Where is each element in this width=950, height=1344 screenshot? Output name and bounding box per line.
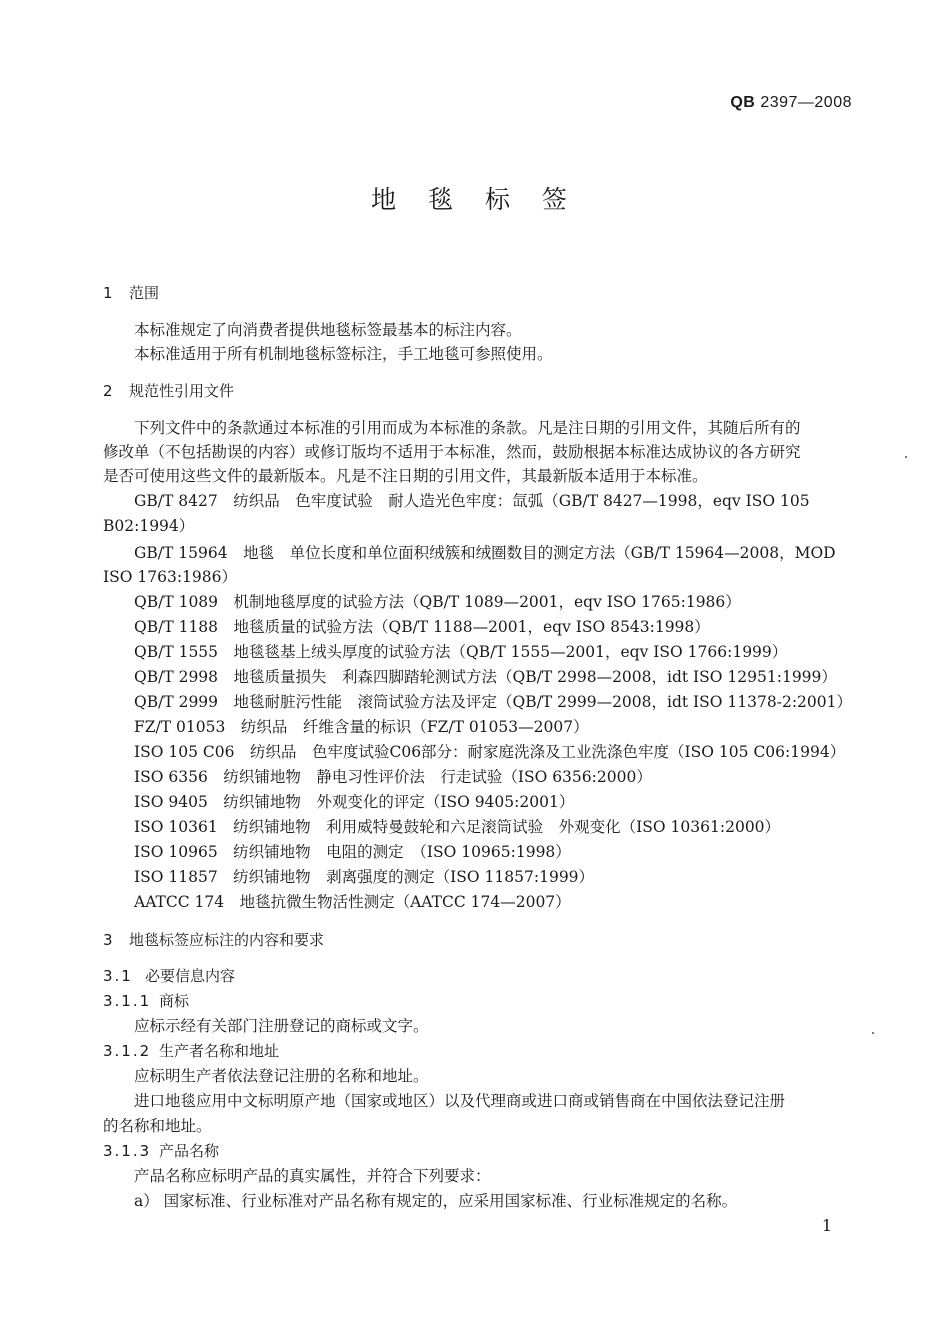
section-title: 商标 xyxy=(159,992,190,1010)
standard-code-number: 2397—2008 xyxy=(760,94,852,111)
document-title: 地 毯 标 签 xyxy=(371,185,579,214)
paragraph: 进口地毯应用中文标明原产地（国家或地区）以及代理商或进口商或销售商在中国依法登记注册 xyxy=(134,1092,786,1110)
section-number: 3.1.1 xyxy=(103,992,152,1010)
scan-speck xyxy=(905,456,907,458)
section-number: 3.1.2 xyxy=(103,1042,152,1060)
section-3-1-3-heading xyxy=(103,1140,219,1162)
list-item: a） 国家标准、行业标准对产品名称有规定的，应采用国家标准、行业标准规定的名称。 xyxy=(134,1192,738,1210)
reference-item: QB/T 1188 地毯质量的试验方法（QB/T 1188—2001，eqv ISO 8543:1998） xyxy=(134,618,710,636)
reference-item: ISO 105 C06 纺织品 色牢度试验C06部分：耐家庭洗涤及工业洗涤色牢度（ISO 105 C06:1994） xyxy=(134,743,846,761)
paragraph: 产品名称应标明产品的真实属性，并符合下列要求： xyxy=(134,1167,491,1185)
reference-item: ISO 11857 纺织铺地物 剥离强度的测定（ISO 11857:1999） xyxy=(134,868,595,886)
reference-item: ISO 1763:1986） xyxy=(103,568,237,586)
paragraph: 的名称和地址。 xyxy=(103,1117,212,1135)
scan-speck xyxy=(872,1032,874,1034)
section-3-heading xyxy=(103,929,324,951)
section-number: 3 xyxy=(103,931,115,949)
paragraph: 应标明生产者依法登记注册的名称和地址。 xyxy=(134,1067,429,1085)
paragraph: 修改单（不包括勘误的内容）或修订版均不适用于本标准，然而，鼓励根据本标准达成协议的各方研究 xyxy=(103,443,801,461)
reference-item: ISO 6356 纺织铺地物 静电习性评价法 行走试验（ISO 6356:2000） xyxy=(134,768,652,786)
paragraph: 应标示经有关部门注册登记的商标或文字。 xyxy=(134,1017,429,1035)
reference-item: QB/T 1555 地毯毯基上绒头厚度的试验方法（QB/T 1555—2001，eqv ISO 1766:1999） xyxy=(134,643,788,661)
reference-item: FZ/T 01053 纺织品 纤维含量的标识（FZ/T 01053—2007） xyxy=(134,718,589,736)
section-title: 生产者名称和地址 xyxy=(159,1042,280,1060)
reference-item: QB/T 1089 机制地毯厚度的试验方法（QB/T 1089—2001，eqv ISO 1765:1986） xyxy=(134,593,741,611)
section-title: 必要信息内容 xyxy=(145,967,236,985)
section-2-heading xyxy=(103,380,234,402)
reference-item: GB/T 15964 地毯 单位长度和单位面积绒簇和绒圈数目的测定方法（GB/T 15964—2008，MOD xyxy=(134,544,836,562)
reference-item: QB/T 2998 地毯质量损失 利森四脚踏轮测试方法（QB/T 2998—2008，idt ISO 12951:1999） xyxy=(134,668,837,686)
reference-item: B02:1994） xyxy=(103,517,195,535)
reference-item: ISO 10361 纺织铺地物 利用威特曼鼓轮和六足滚筒试验 外观变化（ISO 10361:2000） xyxy=(134,818,781,836)
section-3-1-1-heading xyxy=(103,990,189,1012)
paragraph: 下列文件中的条款通过本标准的引用而成为本标准的条款。凡是注日期的引用文件，其随后所有的 xyxy=(134,419,801,437)
standard-code xyxy=(730,94,852,112)
reference-item: AATCC 174 地毯抗微生物活性测定（AATCC 174—2007） xyxy=(134,893,571,911)
reference-item: QB/T 2999 地毯耐脏污性能 滚筒试验方法及评定（QB/T 2999—2008，idt ISO 11378-2:2001） xyxy=(134,693,852,711)
section-title: 地毯标签应标注的内容和要求 xyxy=(129,931,325,949)
reference-item: ISO 9405 纺织铺地物 外观变化的评定（ISO 9405:2001） xyxy=(134,793,575,811)
section-title: 产品名称 xyxy=(159,1142,220,1160)
paragraph: 是否可使用这些文件的最新版本。凡是不注日期的引用文件，其最新版本适用于本标准。 xyxy=(103,467,708,485)
section-title: 范围 xyxy=(129,284,160,302)
reference-item: ISO 10965 纺织铺地物 电阻的测定 （ISO 10965:1998） xyxy=(134,843,571,861)
section-number: 3.1 xyxy=(103,967,133,985)
paragraph: 本标准规定了向消费者提供地毯标签最基本的标注内容。 xyxy=(134,321,522,339)
section-3-1-heading xyxy=(103,965,235,987)
section-number: 2 xyxy=(103,382,115,400)
section-1-heading xyxy=(103,282,159,304)
section-number: 3.1.3 xyxy=(103,1142,152,1160)
reference-item: GB/T 8427 纺织品 色牢度试验 耐人造光色牢度：氙弧（GB/T 8427—1998，eqv ISO 105 xyxy=(134,492,810,510)
page-number: 1 xyxy=(821,1216,832,1235)
standard-code-prefix: QB xyxy=(730,94,756,111)
section-number: 1 xyxy=(103,284,115,302)
section-3-1-2-heading xyxy=(103,1040,279,1062)
section-title: 规范性引用文件 xyxy=(129,382,235,400)
paragraph: 本标准适用于所有机制地毯标签标注，手工地毯可参照使用。 xyxy=(134,345,553,363)
